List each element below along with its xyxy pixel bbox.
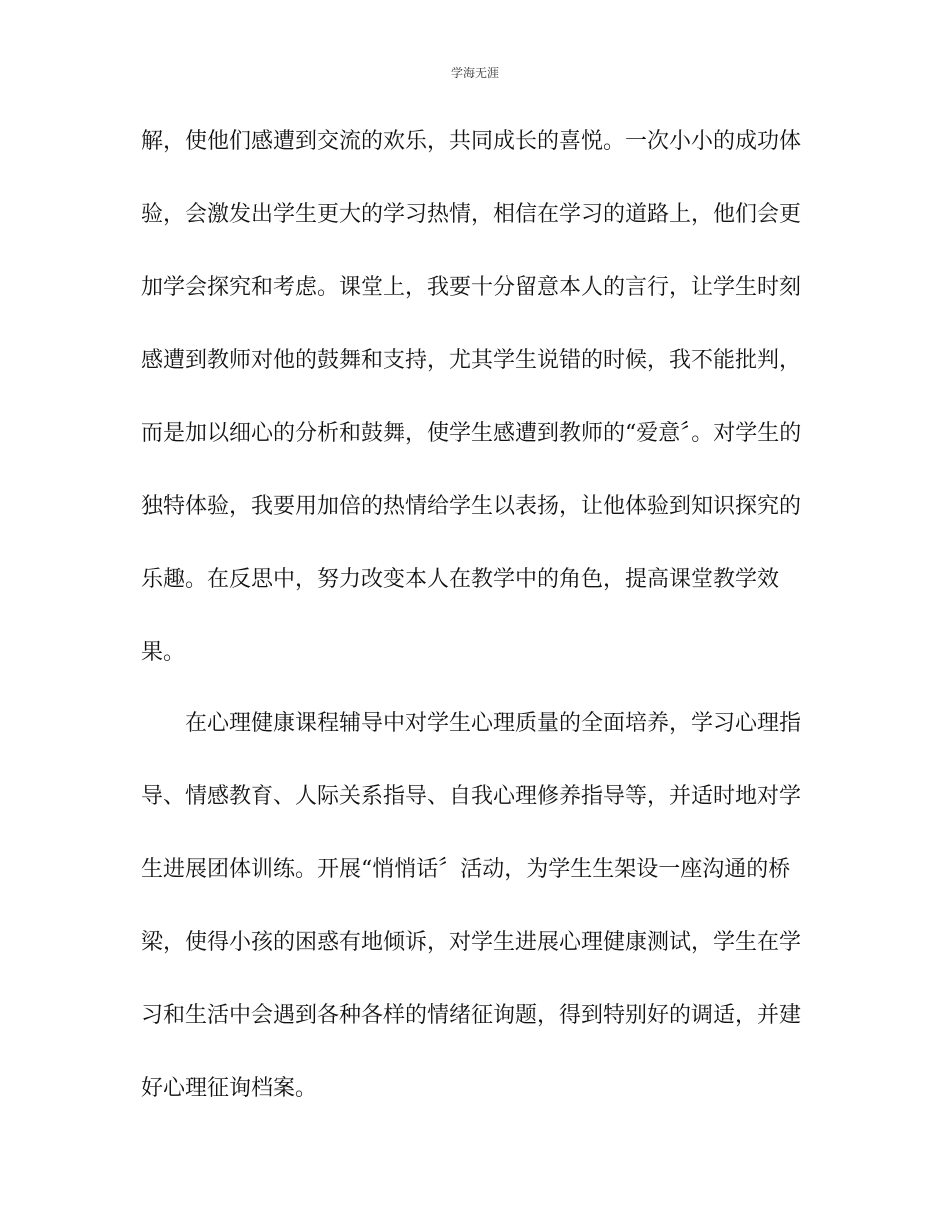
paragraph-1-line-4: 感遭到教师对他的鼓舞和支持，尤其学生说错的时候，我不能批判，	[141, 348, 802, 373]
paragraph-1-line-8: 果。	[141, 640, 186, 665]
paragraph-1-line-5: 而是加以细心的分析和鼓舞，使学生感遭到教师的“爱意〞。对学生的	[141, 421, 802, 446]
paragraph-1-line-7: 乐趣。在反思中，努力改变本人在教学中的角色，提高课堂教学效	[141, 567, 780, 592]
paragraph-1-line-6: 独特体验，我要用加倍的热情给学生以表扬，让他体验到知识探究的	[141, 494, 802, 519]
paragraph-2-line-3: 生进展团体训练。开展“悄悄话〞活动，为学生生架设一座沟通的桥	[141, 857, 791, 882]
paragraph-2-line-1: 在心理健康课程辅导中对学生心理质量的全面培养，学习心理指	[185, 711, 802, 736]
paragraph-2-line-4: 梁，使得小孩的困惑有地倾诉，对学生进展心理健康测试，学生在学	[141, 930, 802, 955]
paragraph-1-line-1: 解，使他们感遭到交流的欢乐，共同成长的喜悦。一次小小的成功体	[141, 129, 802, 154]
paragraph-1-line-3: 加学会探究和考虑。课堂上，我要十分留意本人的言行，让学生时刻	[141, 275, 802, 300]
paragraph-2-line-6: 好心理征询档案。	[141, 1076, 318, 1101]
paragraph-2-line-5: 习和生活中会遇到各种各样的情绪征询题，得到特别好的调适，并建	[141, 1003, 802, 1028]
page-header: 学海无涯	[450, 66, 499, 80]
paragraph-2-line-2: 导、情感教育、人际关系指导、自我心理修养指导等，并适时地对学	[141, 784, 802, 809]
paragraph-1-line-2: 验，会激发出学生更大的学习热情，相信在学习的道路上，他们会更	[141, 202, 802, 227]
